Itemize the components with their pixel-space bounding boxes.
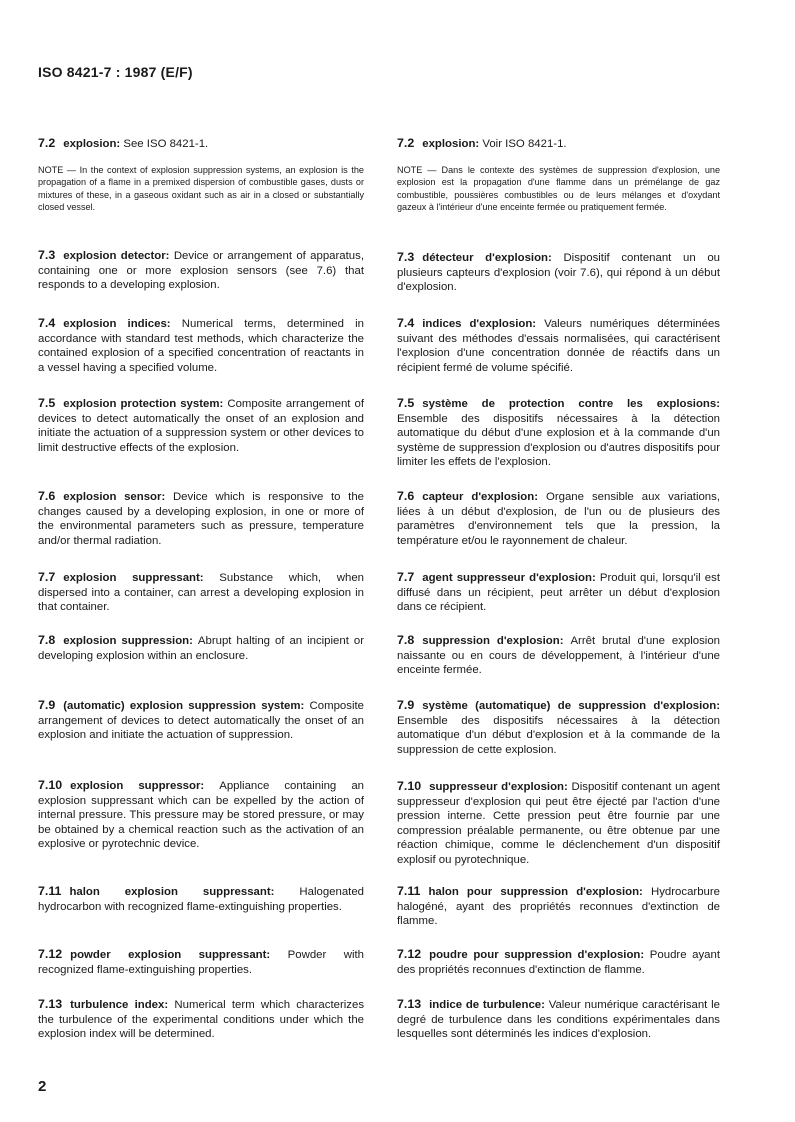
- term: explosion protection system:: [63, 398, 224, 410]
- definition-text: Abrupt halting of an incipient or developing explosion within an enclosure.: [38, 635, 364, 662]
- definition-entry: [397, 884, 720, 929]
- definition-text: Ensemble des dispositifs nécessaires à la détection automatique d'un début d'explosion et à la commande de la suppression de cette explosion.: [397, 714, 720, 756]
- term: explosion sensor:: [63, 491, 166, 503]
- definition-entry: [397, 633, 720, 678]
- definition-entry: [38, 778, 364, 852]
- definition-entry: [38, 997, 364, 1042]
- clause-number: 7.9: [38, 698, 56, 712]
- definition-text: Organe sensible aux variations, liées à un début d'explosion, de l'un ou de plusieurs des paramètres d'environnement tels que la pression, la température et/ou le rayonnement de chaleur.: [397, 491, 720, 547]
- clause-number: 7.4: [38, 316, 56, 330]
- term: explosion suppressant:: [63, 572, 204, 584]
- term: système (automatique) de suppression d'explosion:: [422, 700, 720, 712]
- clause-number: 7.6: [38, 489, 56, 503]
- clause-number: 7.4: [397, 316, 415, 330]
- clause-number: 7.3: [38, 248, 56, 262]
- definition-entry: [38, 698, 364, 743]
- definition-entry: [397, 396, 720, 470]
- term: indice de turbulence:: [429, 999, 545, 1011]
- term: explosion detector:: [63, 250, 170, 262]
- definition-text: Valeurs numériques déterminées suivant des méthodes d'essais normalisées, qui caractérisent l'explosion d'une concentration donnée de réactifs dans un récipient fermé de volume spécifié.: [397, 318, 720, 374]
- term: indices d'explosion:: [422, 318, 537, 330]
- clause-number: 7.12: [38, 947, 63, 961]
- definition-entry: [397, 250, 720, 295]
- clause-number: 7.11: [397, 884, 421, 898]
- definition-entry: [397, 570, 720, 615]
- definition-text: Powder with recognized flame-extinguishing properties.: [38, 949, 364, 976]
- definition-entry: [38, 633, 364, 663]
- definition-text: Ensemble des dispositifs nécessaires à la détection automatique du début d'une explosion et à la commande d'un système de suppression d'explosion ou d'autres dispositifs pour limiter les effets de l'explosion.: [397, 412, 720, 469]
- definition-entry: [38, 316, 364, 375]
- definition-text: Substance which, when dispersed into a container, can arrest a developing explosion in that container.: [38, 572, 364, 614]
- definition-text: Dispositif contenant un agent suppresseur d'explosion qui peut être éjecté par l'action d'une pression interne. Cette pression peut être fournie par une compression préalable permanente, ou être obtenue par une réaction chimique, comme le déclenchement d'un dispositif explosif ou pyrotechnique.: [397, 781, 720, 866]
- definition-text: Appliance containing an explosion suppressant which can be expelled by the action of internal pressure. This pressure may be stored pressure, or may be obtained by a chemical reaction such as the activation of an explosive or pyrotechnic device.: [38, 780, 364, 851]
- definition-text: Arrêt brutal d'une explosion naissante ou en cours de développement, à l'intérieur d'une enceinte fermée.: [397, 635, 720, 677]
- term: explosion suppressor:: [70, 780, 205, 792]
- term: halon explosion suppressant:: [69, 886, 275, 898]
- term: capteur d'explosion:: [422, 491, 538, 503]
- term: explosion indices:: [63, 318, 171, 330]
- definition-entry: [397, 698, 720, 757]
- definition-entry: [38, 136, 364, 152]
- term: système de protection contre les explosions:: [422, 398, 720, 410]
- term: powder explosion suppressant:: [70, 949, 271, 961]
- note-text: NOTE — Dans le contexte des systèmes de suppression d'explosion, une explosion est la propagation d'une flamme dans un prémélange de gaz combustible, poussières combustibles ou de leurs mélanges et d'oxydant gazeux à l'intérieur d'une enceinte fermée ou pratiquement fermée.: [397, 165, 720, 213]
- definition-text: Voir ISO 8421-1.: [482, 138, 567, 150]
- definition-text: Valeur numérique caractérisant le degré de turbulence dans les conditions expérimentales dans lesquelles sont déterminés les indices d'explosion.: [397, 999, 720, 1041]
- term: suppresseur d'explosion:: [429, 781, 568, 793]
- clause-number: 7.10: [397, 779, 422, 793]
- clause-number: 7.2: [397, 136, 415, 150]
- clause-number: 7.7: [38, 570, 56, 584]
- clause-number: 7.6: [397, 489, 415, 503]
- term: explosion:: [422, 138, 480, 150]
- definition-text: Hydrocarbure halogéné, ayant des propriétés reconnues d'extinction de flamme.: [397, 886, 721, 928]
- clause-number: 7.13: [38, 997, 63, 1011]
- clause-number: 7.3: [397, 250, 415, 264]
- definition-text: Produit qui, lorsqu'il est diffusé dans un récipient, peut arrêter un début d'explosion dans ce récipient.: [397, 572, 720, 614]
- term: explosion:: [63, 138, 121, 150]
- term: turbulence index:: [70, 999, 169, 1011]
- definition-entry: [397, 136, 720, 152]
- clause-number: 7.11: [38, 884, 62, 898]
- definition-entry: [397, 779, 720, 868]
- clause-number: 7.5: [397, 396, 415, 410]
- clause-number: 7.12: [397, 947, 422, 961]
- term: agent suppresseur d'explosion:: [422, 572, 596, 584]
- clause-number: 7.2: [38, 136, 56, 150]
- clause-number: 7.9: [397, 698, 415, 712]
- definition-text: Device or arrangement of apparatus, containing one or more explosion sensors (see 7.6) that responds to a developing explosion.: [38, 250, 364, 292]
- definition-entry: [38, 884, 364, 914]
- definition-text: Numerical term which characterizes the turbulence of the experimental conditions under which the explosion index will be determined.: [38, 999, 365, 1041]
- definition-entry: [38, 489, 364, 548]
- term: détecteur d'explosion:: [422, 252, 552, 264]
- document-header: ISO 8421-7 : 1987 (E/F): [38, 64, 193, 80]
- definition-text: Device which is responsive to the changes caused by a developing explosion, in one or more of the environmental parameters such as pressure, temperature and/or thermal radiation.: [38, 491, 364, 547]
- definition-text: Composite arrangement of devices to detect automatically the onset of an explosion and initiate the actuation of suppression.: [38, 700, 364, 742]
- clause-number: 7.8: [397, 633, 415, 647]
- clause-number: 7.13: [397, 997, 422, 1011]
- definition-entry: [397, 316, 720, 375]
- definition-entry: [397, 489, 720, 548]
- definition-entry: [38, 396, 364, 455]
- note-text: NOTE — In the context of explosion suppression systems, an explosion is the propagation of a flame in a premixed dispersion of combustible gases, dusts or mixtures of these, in a gaseous oxidant such as air in a closed or substantially closed vessel.: [38, 165, 364, 213]
- clause-number: 7.5: [38, 396, 56, 410]
- clause-number: 7.8: [38, 633, 56, 647]
- definition-text: See ISO 8421-1.: [123, 138, 209, 150]
- definition-text: Halogenated hydrocarbon with recognized flame-extinguishing properties.: [38, 886, 364, 913]
- definition-entry: [397, 997, 720, 1042]
- page-number: 2: [38, 1078, 47, 1095]
- definition-text: Numerical terms, determined in accordance with standard test methods, which characterize the contained explosion of a specified concentration of reactants in a vessel having a specified volume.: [38, 318, 364, 374]
- term: poudre pour suppression d'explosion:: [429, 949, 645, 961]
- term: halon pour suppression d'explosion:: [428, 886, 643, 898]
- term: (automatic) explosion suppression system:: [63, 700, 305, 712]
- clause-number: 7.10: [38, 778, 63, 792]
- definition-entry: [38, 570, 364, 615]
- definition-text: Poudre ayant des propriétés reconnues d'extinction de flamme.: [397, 949, 720, 976]
- clause-number: 7.7: [397, 570, 415, 584]
- term: suppression d'explosion:: [422, 635, 564, 647]
- definition-text: Dispositif contenant un ou plusieurs capteurs d'explosion (voir 7.6), qui répond à un début d'explosion.: [397, 252, 720, 294]
- term: explosion suppression:: [63, 635, 193, 647]
- definition-entry: [397, 947, 720, 977]
- definition-entry: [38, 947, 364, 977]
- definition-entry: [38, 248, 364, 293]
- definition-text: Composite arrangement of devices to detect automatically the onset of an explosion and initiate the actuation of a suppression system or other devices to limit destructive effects of the explosion.: [38, 398, 365, 454]
